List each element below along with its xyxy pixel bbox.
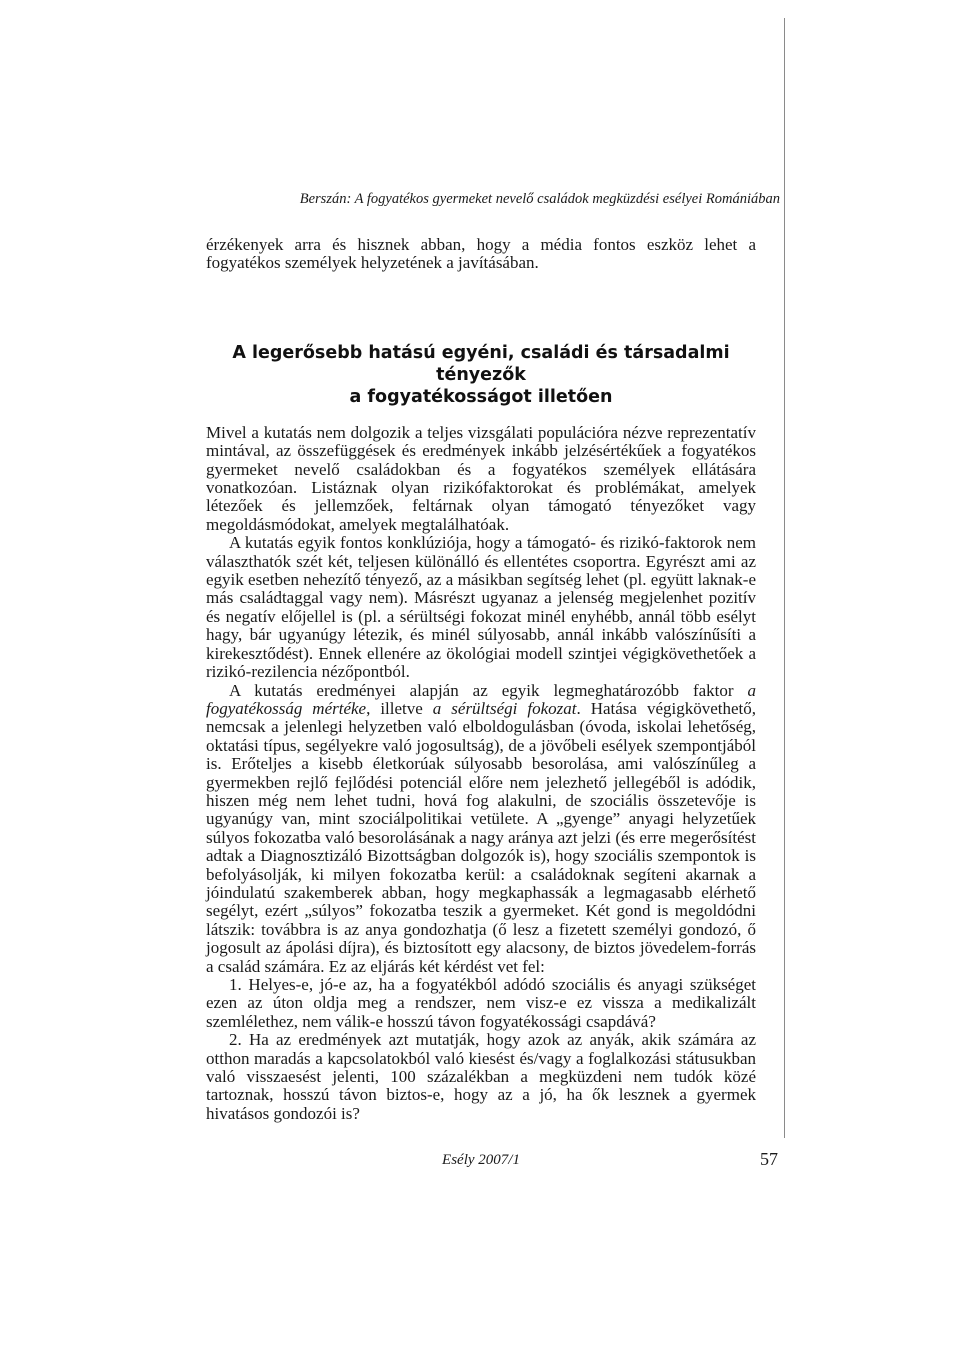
question-2: 2. Ha az eredmények azt mutatják, hogy azok az anyák, akik számára az otthon maradás a kapcsolatokból való kiesést és/vagy a foglalkozási státusukban való visszaesést jelenti, 100 százalékban a megküzdeni nem tudók közé tartoznak, hosszú távon biztos-e, hogy az a jó, ha ők lesznek a gyermek hivatásos gondozói is? [206,1030,756,1123]
paragraph-3-rest: . Hatása végigkövethető, nemcsak a jelenlegi helyzetben való elboldogulásban (óvoda, iskolai lehetőség, oktatási típus, segélyekre való jogosultság), de a jövőbeli esélyek szempontjából is. Erőteljes a kisebb életkorúak súlyosabb besorolása, ami valószínűleg a gyermekben rejlő fejlődési potenciál előre nem jelezhető jellegéből is adódik, hiszen még nem lehet tudni, hová fog alakulni, de szociális összetevője is ugyanúgy van, mint szociálpolitikai vetülete. A „gyenge” anyagi helyzetűek súlyos fokozatba való besorolásának a nagy aránya azt jelzi (és erre megerősítést adtak a Diagnosztizáló Bizottságban dolgozók is), hogy szociális szempontok is befolyásolják, ki milyen fokozatba kerül: a családoknak segíteni akarnak a jóindulatú szakemberek abban, hogy megkaphassák a legmagasabb elérhető segélyt, ezért „súlyos” fokozatba teszik a gyermeket. Két gond is megoldódni látszik: továbbra is az anya gondozhatja (ő lesz a fizetett személyi gondozó, ő jogosult az ápolási díjra), és biztosított egy alacsony, de biztos jövedelem-forrás a család számára. Ez az eljárás két kérdést vet fel: [206,698,757,976]
section-heading-line-2: a fogyatékosságot illetően [349,386,613,407]
paragraph-1: Mivel a kutatás nem dolgozik a teljes vizsgálati populációra nézve reprezentatív mintával, az összefüggések és eredmények inkább jelzésértékűek a fogyatékos gyermeket nevelő családokban és a fogyatékos személyek ellátására vonatkozóan. Listáznak olyan rizikófaktorokat és problémákat, amelyek létezőek és jellemzőek, feltárnak olyan támogató tényezőket vagy megoldásmódokat, amelyek megtalálhatóak. [206,422,756,534]
page-number: 57 [760,1149,778,1169]
question-1: 1. Helyes-e, jó-e az, ha a fogyatékból adódó szociális és anyagi szükséget ezen az úton oldja meg a rendszer, nem visz-e ez vissza a medikalizált szemlélethez, nem válik-e hosszú távon fogyatékossági csapdává? [206,975,756,1031]
emphasis-impairment-level: a sérültségi fokozat [432,698,577,718]
paragraph-2: A kutatás egyik fontos konklúziója, hogy a támogató- és rizikó-faktorok nem választhatók szét két, teljesen különálló és ellentétes csoportra. Egyrészt ami az egyik esetben nehezítő tényező, az a másikban segítség lehet (pl. együtt laknak-e más családtaggal vagy nem). Másrészt ugyanaz a jelenség megjelenhet pozitív és negatív előjellel is (pl. a sérültségi fokozat minél enyhébb, annál több esélyt hagy, bár ugyanúgy létezik, és minél súlyosabb, annál inkább valószínűsíti a kirekesztődést). Ennek ellenére az ökológiai modell szintjei végigkövethetőek a rizikó-rezilencia nézőpontból. [206,533,756,682]
emphasis-disability-degree: a fogyatékosság mértéke [206,680,756,718]
section-heading [206,342,756,408]
margin-rule [784,18,785,1138]
section-heading-line-1: A legerősebb hatású egyéni, családi és társadalmi tényezők [232,342,730,385]
footer-journal: Esély 2007/1 [442,1152,520,1168]
text-column [206,236,756,1123]
paragraph-3 [206,682,756,977]
paragraph-3-start: A kutatás eredményei alapján az egyik legmeghatározóbb faktor [229,680,748,700]
paragraph-3-connector: , illetve [366,698,433,718]
running-head: Berszán: A fogyatékos gyermeket nevelő családok megküzdési esélyei Romániában [299,191,780,207]
intro-paragraph: érzékenyek arra és hisznek abban, hogy a média fontos eszköz lehet a fogyatékos személyek helyzetének a javításában. [206,235,756,273]
